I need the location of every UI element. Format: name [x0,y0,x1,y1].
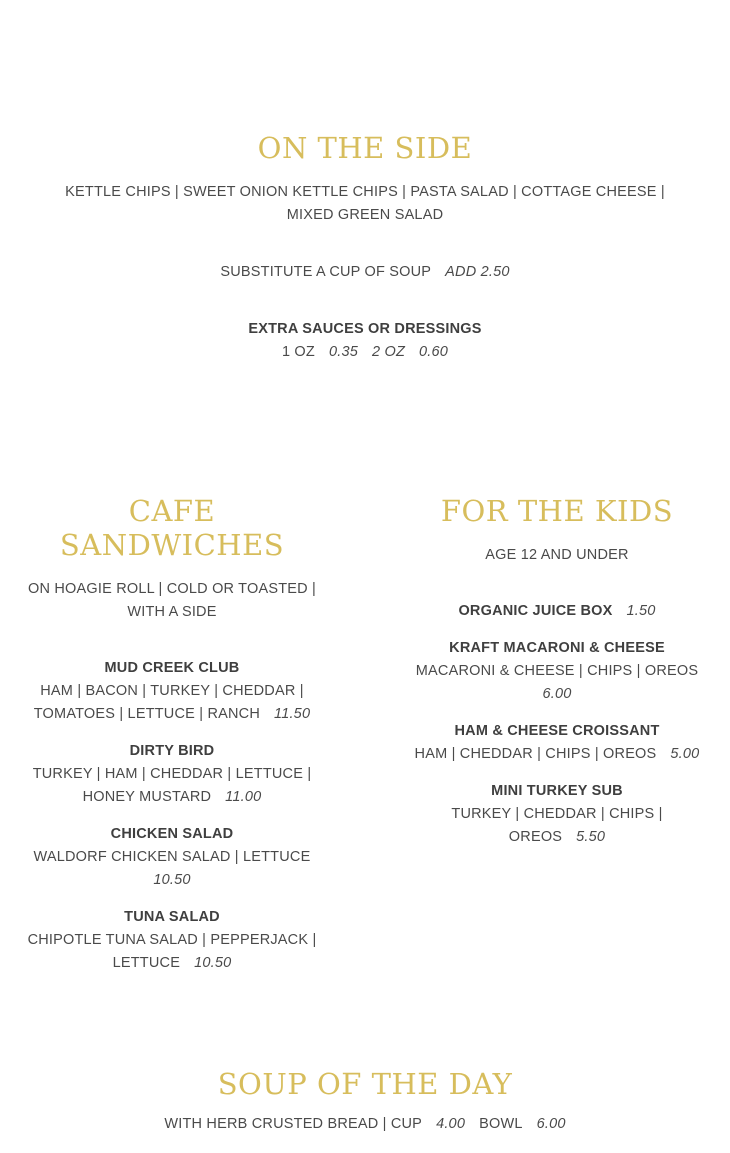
item-name: TUNA SALAD [124,909,220,925]
on-the-side-section [0,131,730,364]
extra-sauces-title: EXTRA SAUCES OR DRESSINGS [248,321,482,337]
item-desc-text: LETTUCE [112,955,181,971]
item-name-row [402,600,712,623]
item-desc: MACARONI & CHEESE | CHIPS | OREOS [415,663,699,679]
item-desc-line-1: WALDORF CHICKEN SALAD | LETTUCE [33,849,311,865]
extra-size-2: 2 OZ [372,344,406,360]
item-desc-line-2 [22,703,322,726]
sides-line-1: KETTLE CHIPS | SWEET ONION KETTLE CHIPS | PASTA SALAD | COTTAGE CHEESE | [65,184,665,200]
item-price: 5.00 [670,746,700,762]
cafe-sandwiches-heading: CAFE SANDWICHES [59,494,285,562]
item-price-row [402,683,712,706]
item-desc-line-2 [22,869,322,892]
soup-bowl-price: 6.00 [536,1116,566,1132]
item-price: 10.50 [194,955,232,971]
item-name: DIRTY BIRD [129,743,215,759]
item-name: KRAFT MACARONI & CHEESE [449,640,665,656]
for-the-kids-section [402,494,712,849]
soup-bowl-label: BOWL [479,1116,523,1132]
item-name: ORGANIC JUICE BOX [458,603,613,619]
menu-item-ham-cheese-croissant [402,720,712,766]
menu-item-kraft-mac-cheese [402,637,712,706]
menu-item-chicken-salad [22,823,322,892]
item-price: 5.50 [576,829,606,845]
item-desc-text: HONEY MUSTARD [82,789,212,805]
menu-item-organic-juice-box [402,600,712,623]
extra-sauces-row [0,341,730,364]
extra-price-1: 0.35 [328,344,358,360]
item-desc: HAM | CHEDDAR | CHIPS | OREOS [414,746,657,762]
sides-line-2: MIXED GREEN SALAD [286,207,444,223]
item-desc-line-2 [22,786,322,809]
menu-item-mini-turkey-sub [402,780,712,849]
soup-row [0,1113,730,1136]
soup-heading: SOUP OF THE DAY [217,1067,513,1101]
extra-size-1: 1 OZ [281,344,315,360]
soup-desc: WITH HERB CRUSTED BREAD | CUP [164,1116,423,1132]
item-name: MINI TURKEY SUB [491,783,623,799]
menu-item-tuna-salad [22,906,322,975]
item-price: 1.50 [626,603,656,619]
item-desc-line-1: CHIPOTLE TUNA SALAD | PEPPERJACK | [27,932,317,948]
sandwich-intro-line-2: WITH A SIDE [127,604,217,620]
item-desc-text: TOMATOES | LETTUCE | RANCH [33,706,260,722]
item-desc: TURKEY | CHEDDAR | CHIPS | OREOS [451,806,663,845]
substitute-row [0,261,730,284]
on-the-side-heading: ON THE SIDE [257,131,473,165]
sandwich-intro-line-1: ON HOAGIE ROLL | COLD OR TOASTED | [27,581,316,597]
item-desc-line-1: TURKEY | HAM | CHEDDAR | LETTUCE | [32,766,312,782]
cafe-sandwiches-section [22,494,322,975]
menu-item-dirty-bird [22,740,322,809]
soup-of-the-day-section [0,1067,730,1136]
menu-item-mud-creek-club [22,657,322,726]
item-price: 10.50 [153,872,191,888]
item-name: MUD CREEK CLUB [104,660,240,676]
substitute-price: ADD 2.50 [445,264,510,280]
item-name: CHICKEN SALAD [110,826,234,842]
item-price: 6.00 [542,686,572,702]
item-desc-line-2 [22,952,322,975]
for-the-kids-heading: FOR THE KIDS [440,494,674,528]
item-name: HAM & CHEESE CROISSANT [454,723,660,739]
item-desc-row [402,743,712,766]
item-price: 11.00 [225,789,262,805]
item-price: 11.50 [274,706,311,722]
soup-cup-price: 4.00 [436,1116,466,1132]
substitute-text: SUBSTITUTE A CUP OF SOUP [220,264,432,280]
extra-price-2: 0.60 [419,344,449,360]
item-desc-row [402,803,712,849]
kids-intro: AGE 12 AND UNDER [485,547,629,563]
item-desc-line-1: HAM | BACON | TURKEY | CHEDDAR | [40,683,304,699]
